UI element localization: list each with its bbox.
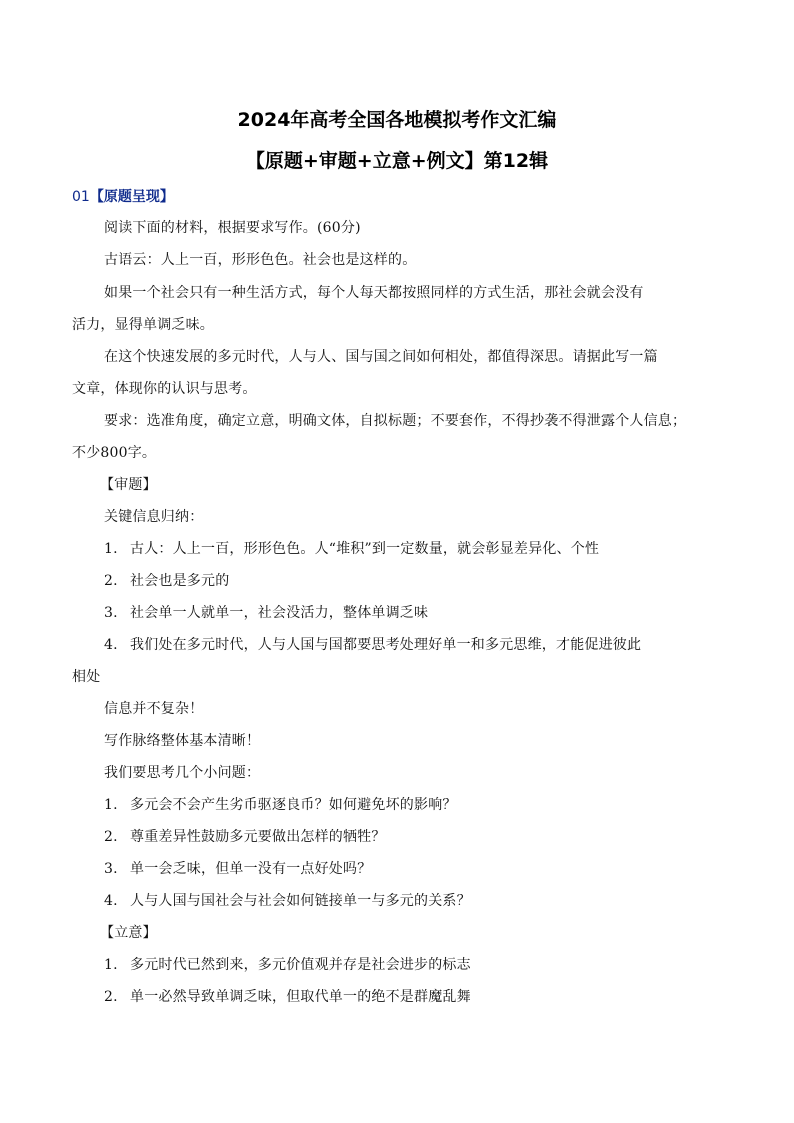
questions-intro: 我们要思考几个小问题： <box>104 765 261 781</box>
question-item: 1. 多元会不会产生劣币驱逐良币？如何避免坏的影响？ <box>104 797 457 813</box>
analysis-item: 4. 我们处在多元时代，人与人国与国都要思考处理好单一和多元思维，才能促进彼此 <box>104 637 642 653</box>
prompt-paragraph-2a: 如果一个社会只有一种生活方式，每个人每天都按照同样的方式生活，那社会就会没有 <box>104 285 644 301</box>
question-item: 3. 单一会乏味，但单一没有一点好处吗？ <box>104 861 372 877</box>
question-item: 4. 人与人国与国社会与社会如何链接单一与多元的关系？ <box>104 893 471 909</box>
section-number: 01 <box>72 189 90 205</box>
prompt-paragraph-3b: 文章，体现你的认识与思考。 <box>72 381 257 397</box>
analysis-item: 3. 社会单一人就单一，社会没活力，整体单调乏味 <box>104 605 429 621</box>
prompt-paragraph-1: 古语云：人上一百，形形色色。社会也是这样的。 <box>104 252 417 268</box>
thesis-heading: 【立意】 <box>100 925 157 941</box>
prompt-instruction: 阅读下面的材料，根据要求写作。(60分) <box>104 220 361 236</box>
analysis-item: 1. 古人：人上一百，形形色色。人“堆积”到一定数量，就会彰显差异化、个性 <box>104 541 600 557</box>
analysis-note: 信息并不复杂！ <box>104 701 204 717</box>
analysis-note: 写作脉络整体基本清晰！ <box>104 733 261 749</box>
prompt-paragraph-2b: 活力，显得单调乏味。 <box>72 317 214 333</box>
document-subtitle: 【原题+审题+立意+例文】第12辑 <box>245 150 549 172</box>
section-heading <box>72 186 174 206</box>
thesis-item: 1. 多元时代已然到来，多元价值观并存是社会进步的标志 <box>104 957 471 973</box>
document-title: 2024年高考全国各地模拟考作文汇编 <box>237 109 557 131</box>
prompt-requirements-b: 不少800字。 <box>72 445 157 461</box>
analysis-item: 2. 社会也是多元的 <box>104 573 230 589</box>
analysis-item-continuation: 相处 <box>72 669 101 685</box>
analysis-intro: 关键信息归纳： <box>104 509 204 525</box>
prompt-requirements-a: 要求：选准角度，确定立意，明确文体，自拟标题；不要套作，不得抄袭不得泄露个人信息； <box>104 413 687 429</box>
section-label: 【原题呈现】 <box>89 189 174 205</box>
analysis-heading: 【审题】 <box>100 477 157 493</box>
prompt-paragraph-3a: 在这个快速发展的多元时代，人与人、国与国之间如何相处，都值得深思。请据此写一篇 <box>104 349 658 365</box>
thesis-item: 2. 单一必然导致单调乏味，但取代单一的绝不是群魔乱舞 <box>104 989 471 1005</box>
question-item: 2. 尊重差异性鼓励多元要做出怎样的牺牲？ <box>104 829 386 845</box>
